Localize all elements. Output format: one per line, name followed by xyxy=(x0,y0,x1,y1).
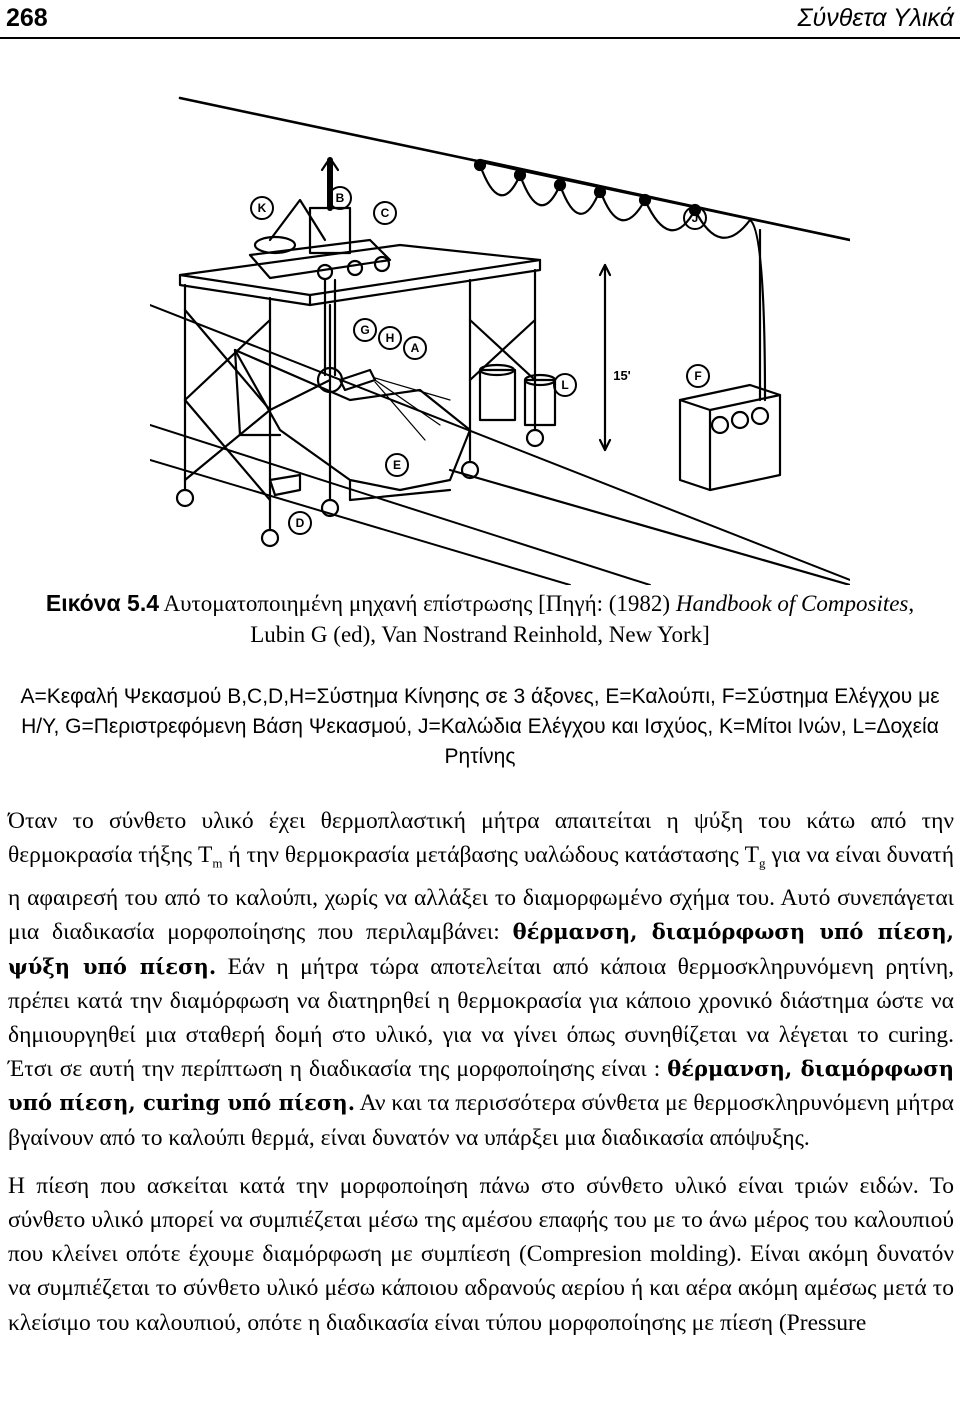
figure-label-k: K xyxy=(257,201,267,215)
figure-label-a: A xyxy=(410,341,420,355)
p1-text-5: Αν και τα περισσότερα σύνθετα με θερμοσκληρυνόμενη μήτρα βγαίνουν από το καλούπι θερμά, είναι δυνατόν να υπάρξει μια διαδικασία απόψυξης. xyxy=(8,1090,954,1151)
figure-label-d: D xyxy=(295,516,305,530)
p1-sub-g: g xyxy=(759,855,766,871)
height-dimension-label: 15' xyxy=(613,368,631,383)
body-text xyxy=(8,804,954,1340)
figure-caption xyxy=(30,588,930,650)
caption-text-1: Αυτοματοποιημένη μηχανή επίστρωσης [Πηγή: (1982) xyxy=(159,591,676,616)
figure-label-b: B xyxy=(335,191,345,205)
caption-italic: Handbook of Composites xyxy=(675,591,909,616)
page-header xyxy=(0,0,960,40)
running-title: Σύνθετα Υλικά xyxy=(797,4,954,32)
p1-sub-m: m xyxy=(212,855,223,871)
figure-label-h: H xyxy=(385,331,395,345)
paragraph-2: Η πίεση που ασκείται κατά την μορφοποίηση πάνω στο σύνθετο υλικό είναι τριών ειδών. Το σύνθετο υλικό μπορεί να συμπιέζεται μέσω της αμέσου επαφής του με το άνω μέρος του καλουπιού που κλείνει οπότε έχουμε διαμόρφωση με συμπίεση (Compresion molding). Είναι ακόμη δυνατόν να συμπιέζεται το σύνθετο υλικό μέσω κάποιου αδρανούς αερίου ή και αέρα ακόμη αμέσως μετά το κλείσιμο του καλουπιού, οπότε η διαδικασία είναι τύπου μορφοποίησης με πίεση (Pressure xyxy=(8,1172,954,1336)
figure-label-j: J xyxy=(691,211,699,225)
caption-label: Εικόνα 5.4 xyxy=(45,590,159,616)
figure-label-g: G xyxy=(360,323,370,337)
p1-bold-1: θέρμανση, διαμόρφωση υπό πίεση, ψύξη υπό πίεση. xyxy=(8,919,954,979)
figure-label-l: L xyxy=(561,378,569,392)
p1-text-4: Εάν η μήτρα τώρα αποτελείται από κάποια θερμοσκληρυνόμενη ρητίνη, πρέπει κατά την διαμόρφωση να διατηρηθεί η θερμοκρασία για κάποιο χρονικό διάστημα ώστε να δημιουργηθεί μια σταθερή δομή στο υλικό, για να γίνει όπως συνηθίζεται να λέγεται το curing. Έτσι σε αυτή την περίπτωση η διαδικασία της μορφοποίησης είναι : xyxy=(8,953,955,1083)
figure-label-e: E xyxy=(392,458,402,472)
paragraph-1 xyxy=(8,804,954,1155)
caption-text-2: , Lubin G (ed), Van Nostrand Reinhold, New York] xyxy=(250,591,915,647)
header-rule xyxy=(0,37,960,39)
p1-text-2: ή την θερμοκρασία μετάβασης υαλώδους κατάστασης T xyxy=(222,842,760,869)
spray-machine-figure xyxy=(150,80,850,585)
figure-label-c: C xyxy=(380,206,390,220)
figure-label-f: F xyxy=(694,369,702,383)
p1-text-3: για να είναι δυνατή η αφαιρεσή του από το καλούπι, χωρίς να αλλάξει το διαμορφωμένο σχήμα του. Αυτό συνεπάγεται μια διαδικασία μορφοποίησης που περιλαμβάνει: xyxy=(8,842,955,946)
page-number: 268 xyxy=(6,4,48,32)
p1-text-1: Όταν το σύνθετο υλικό έχει θερμοπλαστική μήτρα απαιτείται η ψύξη του κάτω από την θερμοκρασία τήξης T xyxy=(8,808,954,869)
p1-bold-2: θέρμανση, διαμόρφωση υπό πίεση, curing υπό πίεση. xyxy=(8,1056,954,1116)
figure-legend: A=Κεφαλή Ψεκασμού B,C,D,H=Σύστημα Κίνησης σε 3 άξονες, E=Καλούπι, F=Σύστημα Ελέγχου με Η/Υ, G=Περιστρεφόμενη Βάση Ψεκασμού, J=Καλώδια Ελέγχου και Ισχύος, K=Μίτοι Ινών, L=Δοχεία Ρητίνης xyxy=(20,685,940,768)
